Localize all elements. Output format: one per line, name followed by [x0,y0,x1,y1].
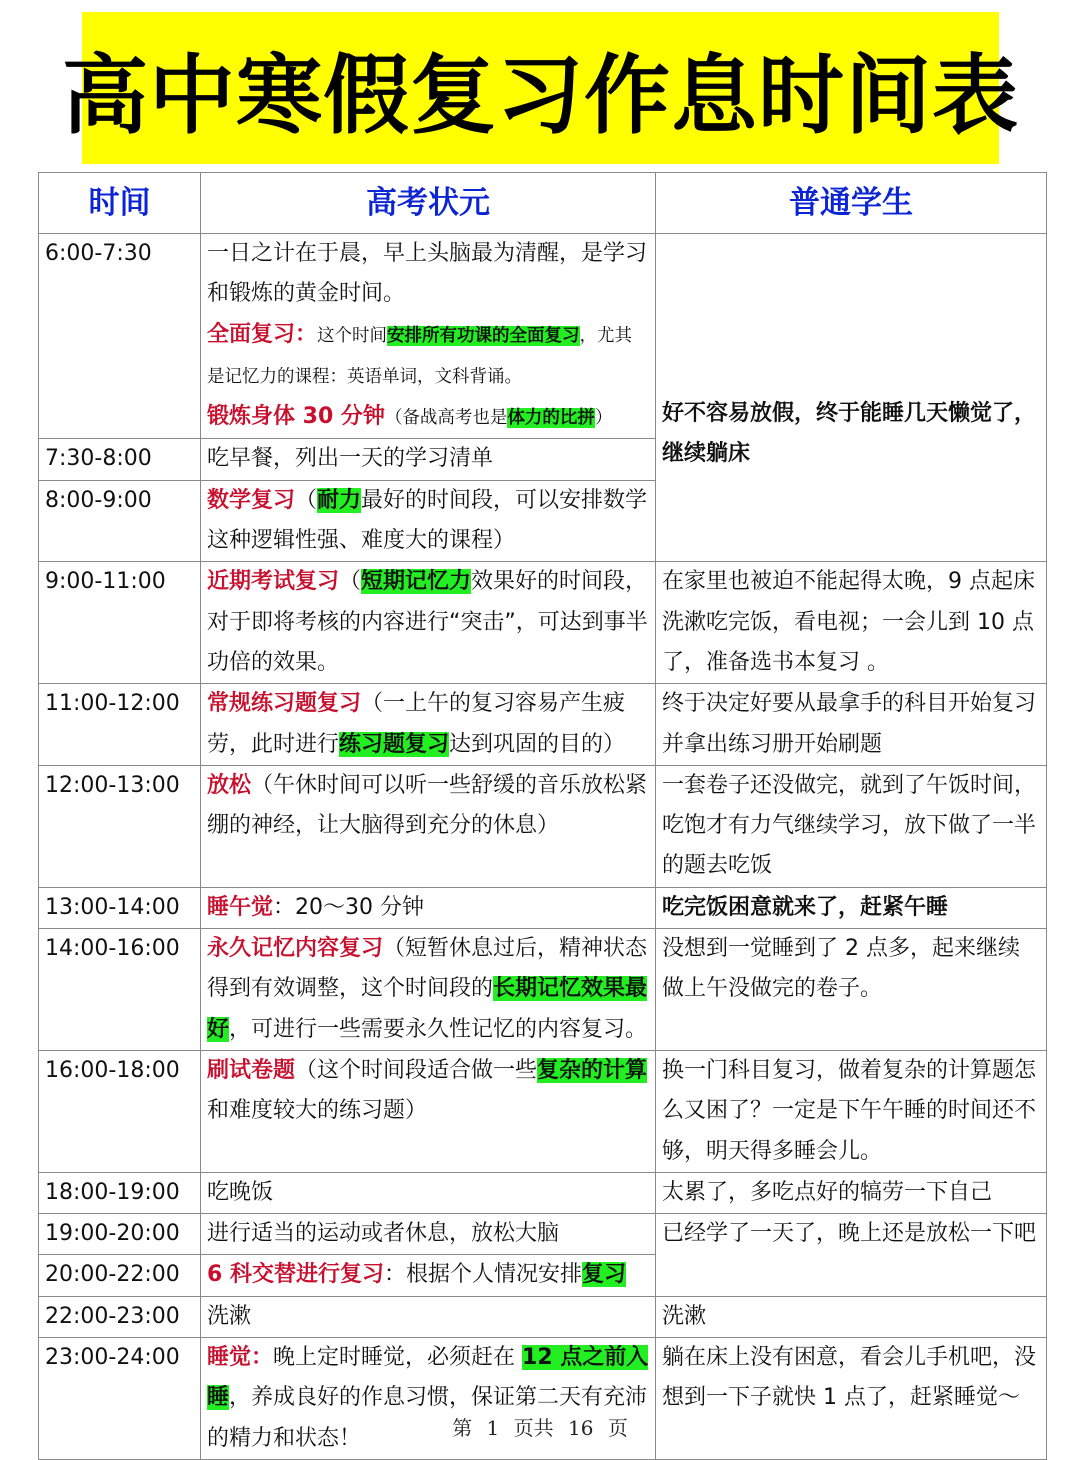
page-title: 高中寒假复习作息时间表 [62,46,1019,146]
time-cell: 22:00-23:00 [39,1296,201,1337]
normal-student-cell: 换一门科目复习，做着复杂的计算题怎么又困了？一定是下午午睡的时间还不够，明天得多睡会儿。 [656,1050,1047,1172]
normal-student-cell: 好不容易放假，终于能睡几天懒觉了，继续躺床 [656,234,1047,562]
normal-student-cell: 一套卷子还没做完，就到了午饭时间，吃饱才有力气继续学习，放下做了一半的题去吃饭 [656,765,1047,887]
top-student-cell: 常规练习题复习（一上午的复习容易产生疲劳，此时进行练习题复习达到巩固的目的） [201,684,656,766]
time-cell: 20:00-22:00 [39,1255,201,1296]
top-student-cell: 一日之计在于晨，早上头脑最为清醒，是学习和锻炼的黄金时间。 全面复习：这个时间安排所有功课的全面复习，尤其是记忆力的课程：英语单词，文科背诵。 锻炼身体 30 分钟（备战高考也是体力的比拼） [201,234,656,439]
table-row [39,234,1047,439]
time-cell: 11:00-12:00 [39,684,201,766]
header-top-student: 高考状元 [201,173,656,234]
normal-student-cell: 洗漱 [656,1296,1047,1337]
top-student-cell: 数学复习（耐力最好的时间段，可以安排数学这种逻辑性强、难度大的课程） [201,480,656,562]
table-row [39,887,1047,928]
time-cell: 18:00-19:00 [39,1172,201,1213]
normal-student-cell: 没想到一觉睡到了 2 点多，起来继续做上午没做完的卷子。 [656,929,1047,1051]
title-banner [62,12,1019,164]
table-row [39,1050,1047,1172]
top-student-cell: 洗漱 [201,1296,656,1337]
time-cell: 8:00-9:00 [39,480,201,562]
time-cell: 16:00-18:00 [39,1050,201,1172]
footer-total-pages: 16 [568,1416,594,1440]
page-footer [0,1412,1080,1441]
table-row [39,1214,1047,1255]
footer-suffix: 页 [607,1416,628,1440]
normal-student-cell: 已经学了一天了，晚上还是放松一下吧 [656,1214,1047,1297]
normal-student-cell: 终于决定好要从最拿手的科目开始复习并拿出练习册开始刷题 [656,684,1047,766]
time-cell: 23:00-24:00 [39,1338,201,1460]
time-cell: 19:00-20:00 [39,1214,201,1255]
footer-page-number: 1 [486,1416,500,1440]
time-cell: 7:30-8:00 [39,439,201,480]
top-student-cell: 睡午觉：20～30 分钟 [201,887,656,928]
top-student-cell: 永久记忆内容复习（短暂休息过后，精神状态得到有效调整，这个时间段的长期记忆效果最好，可进行一些需要永久性记忆的内容复习。 [201,929,656,1051]
table-row [39,929,1047,1051]
table-row [39,562,1047,684]
normal-student-cell: 吃完饭困意就来了，赶紧午睡 [656,887,1047,928]
top-student-cell: 进行适当的运动或者休息，放松大脑 [201,1214,656,1255]
table-row [39,1338,1047,1460]
table-row [39,1172,1047,1213]
time-cell: 14:00-16:00 [39,929,201,1051]
normal-student-cell: 太累了，多吃点好的犒劳一下自己 [656,1172,1047,1213]
schedule-table [38,172,1047,1460]
header-normal-student: 普通学生 [656,173,1047,234]
time-cell: 12:00-13:00 [39,765,201,887]
top-student-cell: 放松（午休时间可以听一些舒缓的音乐放松紧绷的神经，让大脑得到充分的休息） [201,765,656,887]
table-row [39,1296,1047,1337]
top-student-cell: 近期考试复习（短期记忆力效果好的时间段，对于即将考核的内容进行“突击”，可达到事半功倍的效果。 [201,562,656,684]
time-cell: 13:00-14:00 [39,887,201,928]
normal-student-cell: 在家里也被迫不能起得太晚，9 点起床洗漱吃完饭，看电视；一会儿到 10 点了，准备选书本复习 。 [656,562,1047,684]
normal-student-cell: 躺在床上没有困意，看会儿手机吧，没想到一下子就快 1 点了，赶紧睡觉～ [656,1338,1047,1460]
top-student-cell: 刷试卷题（这个时间段适合做一些复杂的计算和难度较大的练习题） [201,1050,656,1172]
top-student-cell: 睡觉：晚上定时睡觉，必须赶在 12 点之前入睡，养成良好的作息习惯，保证第二天有充沛的精力和状态！ [201,1338,656,1460]
table-row [39,765,1047,887]
header-time: 时间 [39,173,201,234]
top-student-cell: 吃早餐，列出一天的学习清单 [201,439,656,480]
table-row [39,684,1047,766]
top-student-cell: 吃晚饭 [201,1172,656,1213]
footer-mid: 页共 [513,1416,554,1440]
table-header-row [39,173,1047,234]
footer-prefix: 第 [452,1416,473,1440]
time-cell: 6:00-7:30 [39,234,201,439]
time-cell: 9:00-11:00 [39,562,201,684]
top-student-cell: 6 科交替进行复习：根据个人情况安排复习 [201,1255,656,1296]
